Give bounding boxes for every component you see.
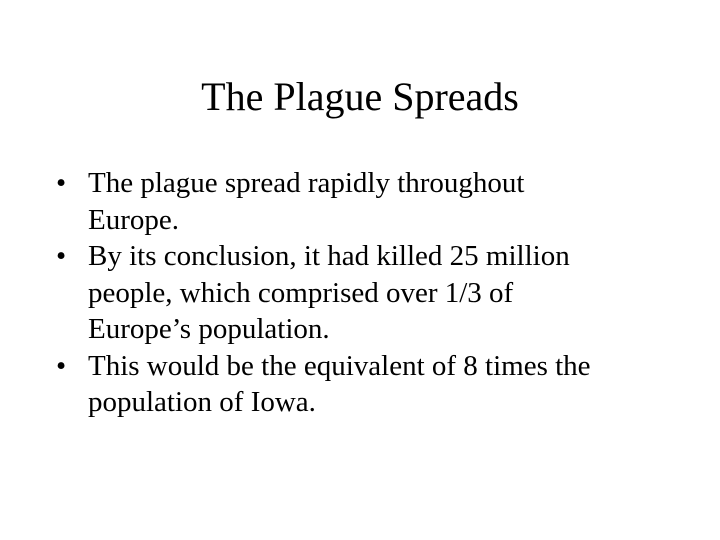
bullet-text-line: This would be the equivalent of 8 times the — [88, 349, 591, 382]
bullet-text-line: population of Iowa. — [88, 386, 316, 418]
bullet-text-line: people, which comprised over 1/3 of — [88, 276, 514, 309]
bullet-text-line: Europe’s population. — [88, 313, 330, 345]
slide-title: The Plague Spreads — [201, 74, 519, 119]
bullet-item-3 — [54, 348, 674, 421]
bullet-marker: • — [56, 240, 67, 272]
bullet-marker: • — [56, 167, 67, 199]
bullet-text-line: Europe. — [88, 203, 179, 236]
bullet-item-2 — [54, 238, 674, 348]
bullet-item-1 — [54, 165, 674, 238]
bullet-text-line: By its conclusion, it had killed 25 million — [88, 240, 570, 272]
bullet-list — [54, 165, 674, 421]
bullet-marker: • — [56, 349, 67, 382]
bullet-text-line: The plague spread rapidly throughout — [88, 167, 525, 199]
